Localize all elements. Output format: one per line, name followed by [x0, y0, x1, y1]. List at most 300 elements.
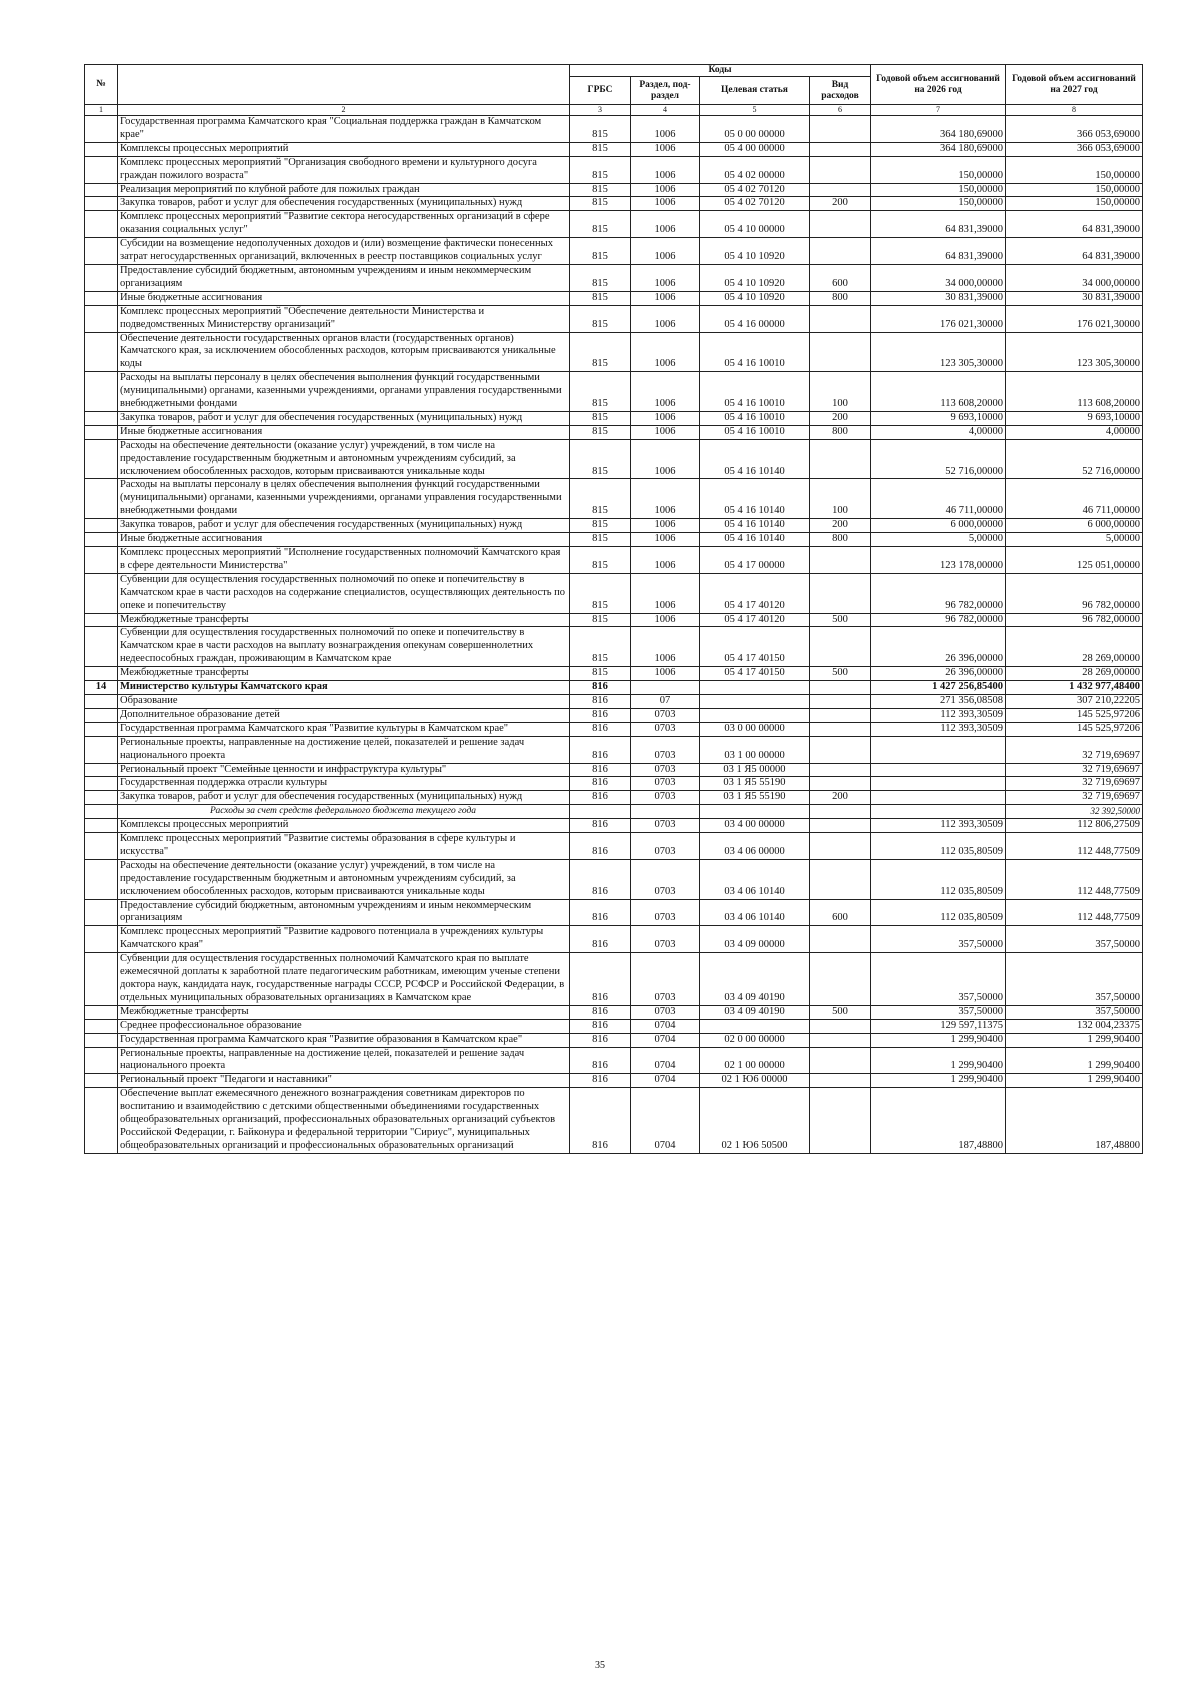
row-number: [85, 777, 118, 791]
row-amount-2026: 364 180,69000: [871, 142, 1006, 156]
row-amount-2027: 6 000,00000: [1006, 519, 1143, 533]
row-grbs-code: 815: [570, 238, 631, 265]
row-name: Министерство культуры Камчатского края: [118, 681, 570, 695]
row-number: [85, 926, 118, 953]
row-number: 14: [85, 681, 118, 695]
row-grbs-code: 815: [570, 183, 631, 197]
row-grbs-code: 816: [570, 833, 631, 860]
table-row: [85, 305, 1143, 332]
row-target-code: [700, 681, 810, 695]
row-grbs-code: [570, 805, 631, 819]
table-row: [85, 156, 1143, 183]
table-row: [85, 722, 1143, 736]
row-expense-type: [810, 1047, 871, 1074]
table-row: [85, 332, 1143, 372]
row-name: Региональные проекты, направленные на достижение целей, показателей и решение задач национального проекта: [118, 1047, 570, 1074]
row-expense-type: [810, 736, 871, 763]
row-amount-2027: 307 210,22205: [1006, 694, 1143, 708]
row-grbs-code: 816: [570, 1033, 631, 1047]
row-amount-2026: 112 035,80509: [871, 859, 1006, 899]
row-amount-2027: 125 051,00000: [1006, 547, 1143, 574]
row-target-code: 05 4 10 10920: [700, 264, 810, 291]
row-grbs-code: 816: [570, 819, 631, 833]
row-target-code: 02 1 Ю6 50500: [700, 1088, 810, 1154]
row-amount-2026: 5,00000: [871, 533, 1006, 547]
row-name: Региональный проект "Педагоги и наставники": [118, 1074, 570, 1088]
row-amount-2026: [871, 791, 1006, 805]
row-expense-type: 600: [810, 264, 871, 291]
row-target-code: 05 4 16 10010: [700, 425, 810, 439]
row-amount-2026: 96 782,00000: [871, 573, 1006, 613]
row-grbs-code: 815: [570, 372, 631, 412]
row-expense-type: [810, 805, 871, 819]
row-grbs-code: 816: [570, 722, 631, 736]
row-section-code: 1006: [631, 439, 700, 479]
row-target-code: 05 4 16 10010: [700, 372, 810, 412]
row-name: Закупка товаров, работ и услуг для обеспечения государственных (муниципальных) нужд: [118, 791, 570, 805]
row-expense-type: 800: [810, 533, 871, 547]
row-grbs-code: 816: [570, 926, 631, 953]
row-section-code: 1006: [631, 479, 700, 519]
row-target-code: 03 1 Я5 55190: [700, 791, 810, 805]
row-section-code: 1006: [631, 667, 700, 681]
row-grbs-code: 816: [570, 953, 631, 1006]
row-number: [85, 197, 118, 211]
table-row: [85, 694, 1143, 708]
row-expense-type: [810, 833, 871, 860]
row-target-code: 05 4 17 40150: [700, 667, 810, 681]
row-number: [85, 627, 118, 667]
col-section-header: Раздел, под-раздел: [631, 77, 700, 105]
row-number: [85, 519, 118, 533]
row-grbs-code: 815: [570, 573, 631, 613]
row-amount-2027: 46 711,00000: [1006, 479, 1143, 519]
row-section-code: 1006: [631, 372, 700, 412]
row-grbs-code: 816: [570, 1088, 631, 1154]
row-expense-type: [810, 763, 871, 777]
column-number: 8: [1006, 105, 1143, 116]
table-row: [85, 819, 1143, 833]
row-expense-type: 500: [810, 1005, 871, 1019]
row-amount-2026: 6 000,00000: [871, 519, 1006, 533]
row-target-code: [700, 694, 810, 708]
row-section-code: 1006: [631, 116, 700, 143]
row-amount-2026: 1 299,90400: [871, 1047, 1006, 1074]
row-amount-2026: 112 393,30509: [871, 722, 1006, 736]
table-row: [85, 291, 1143, 305]
row-name: Государственная программа Камчатского края "Социальная поддержка граждан в Камчатском крае": [118, 116, 570, 143]
row-expense-type: [810, 1033, 871, 1047]
row-name: Дополнительное образование детей: [118, 708, 570, 722]
row-amount-2026: 96 782,00000: [871, 613, 1006, 627]
table-row: [85, 547, 1143, 574]
row-name: Комплекс процессных мероприятий "Развитие системы образования в сфере культуры и искусства": [118, 833, 570, 860]
row-section-code: 0703: [631, 722, 700, 736]
row-number: [85, 763, 118, 777]
row-amount-2027: 187,48800: [1006, 1088, 1143, 1154]
row-target-code: 05 4 17 00000: [700, 547, 810, 574]
row-number: [85, 479, 118, 519]
col-2026-header: Годовой объем ассигнований на 2026 год: [871, 65, 1006, 105]
column-number: 4: [631, 105, 700, 116]
row-name: Региональный проект "Семейные ценности и инфраструктура культуры": [118, 763, 570, 777]
row-section-code: 0703: [631, 1005, 700, 1019]
row-target-code: [700, 708, 810, 722]
row-amount-2026: 113 608,20000: [871, 372, 1006, 412]
row-number: [85, 439, 118, 479]
table-row: [85, 197, 1143, 211]
row-number: [85, 305, 118, 332]
row-amount-2026: 1 427 256,85400: [871, 681, 1006, 695]
row-number: [85, 573, 118, 613]
row-grbs-code: 816: [570, 1005, 631, 1019]
row-amount-2026: 9 693,10000: [871, 411, 1006, 425]
row-amount-2026: 129 597,11375: [871, 1019, 1006, 1033]
row-number: [85, 833, 118, 860]
row-name: Комплексы процессных мероприятий: [118, 142, 570, 156]
row-amount-2027: 112 448,77509: [1006, 833, 1143, 860]
table-row: [85, 791, 1143, 805]
row-section-code: 0703: [631, 926, 700, 953]
row-grbs-code: 816: [570, 791, 631, 805]
row-expense-type: [810, 722, 871, 736]
budget-table: [84, 64, 1143, 1154]
row-amount-2027: 5,00000: [1006, 533, 1143, 547]
row-grbs-code: 815: [570, 305, 631, 332]
row-amount-2026: 1 299,90400: [871, 1074, 1006, 1088]
row-expense-type: [810, 305, 871, 332]
row-expense-type: 500: [810, 613, 871, 627]
row-amount-2027: 32 719,69697: [1006, 736, 1143, 763]
table-row: [85, 667, 1143, 681]
table-row: [85, 833, 1143, 860]
row-amount-2026: 64 831,39000: [871, 238, 1006, 265]
row-expense-type: 100: [810, 372, 871, 412]
row-name: Региональные проекты, направленные на достижение целей, показателей и решение задач национального проекта: [118, 736, 570, 763]
row-grbs-code: 815: [570, 116, 631, 143]
table-row: [85, 519, 1143, 533]
row-section-code: 1006: [631, 519, 700, 533]
row-amount-2027: 30 831,39000: [1006, 291, 1143, 305]
row-number: [85, 116, 118, 143]
row-target-code: 03 4 09 00000: [700, 926, 810, 953]
row-number: [85, 142, 118, 156]
row-grbs-code: 815: [570, 142, 631, 156]
row-target-code: 05 4 00 00000: [700, 142, 810, 156]
row-expense-type: [810, 819, 871, 833]
row-amount-2027: 64 831,39000: [1006, 211, 1143, 238]
row-amount-2026: 150,00000: [871, 156, 1006, 183]
row-target-code: 05 4 17 40150: [700, 627, 810, 667]
row-amount-2026: 112 393,30509: [871, 708, 1006, 722]
row-name: Образование: [118, 694, 570, 708]
row-amount-2026: 123 305,30000: [871, 332, 1006, 372]
row-name: Расходы на выплаты персоналу в целях обеспечения выполнения функций государственными (муниципальными) органами, казенными учреждениями, органами управления государственными внебюджетными фондами: [118, 479, 570, 519]
row-target-code: 05 0 00 00000: [700, 116, 810, 143]
row-amount-2026: 52 716,00000: [871, 439, 1006, 479]
row-name: Обеспечение выплат ежемесячного денежного вознаграждения советникам директоров по воспитанию и взаимодействию с детскими общественными объединениями государственных общеобразовательных организаций, профессиональных образовательных организаций субъектов Российской Федерации, г. Байконура и федеральной территории "Сириус", муниципальных общеобразовательных организаций и профессиональных образовательных организаций: [118, 1088, 570, 1154]
row-expense-type: 800: [810, 425, 871, 439]
row-name: Расходы на обеспечение деятельности (оказание услуг) учреждений, в том числе на предоставление государственным бюджетным и автономным учреждениям субсидий, за исключением обособленных расходов, которым присваиваются уникальные коды: [118, 859, 570, 899]
row-amount-2026: 64 831,39000: [871, 211, 1006, 238]
row-expense-type: 500: [810, 667, 871, 681]
row-target-code: 05 4 10 10920: [700, 291, 810, 305]
row-name: Государственная поддержка отрасли культуры: [118, 777, 570, 791]
row-target-code: 05 4 02 70120: [700, 197, 810, 211]
row-target-code: 03 4 00 00000: [700, 819, 810, 833]
row-section-code: 0703: [631, 763, 700, 777]
row-name: Субвенции для осуществления государственных полномочий по опеке и попечительству в Камчатском крае в части расходов на выплату вознаграждения опекунам совершеннолетних недееспособных граждан, проживающим в Камчатском крае: [118, 627, 570, 667]
col-expense-type-header: Вид расходов: [810, 77, 871, 105]
page-number: 35: [595, 1660, 605, 1671]
row-amount-2027: 9 693,10000: [1006, 411, 1143, 425]
row-number: [85, 372, 118, 412]
row-name: Субвенции для осуществления государственных полномочий Камчатского края по выплате ежемесячной доплаты к заработной плате педагогическим работникам, имеющим ученые степени доктора наук, кандидата наук, государственные награды СССР, РСФСР и Российской Федерации, в отдельных муниципальных образовательных организациях в Камчатском крае: [118, 953, 570, 1006]
row-amount-2026: 46 711,00000: [871, 479, 1006, 519]
row-amount-2026: 357,50000: [871, 1005, 1006, 1019]
row-amount-2027: 32 719,69697: [1006, 777, 1143, 791]
column-number-row: [85, 105, 1143, 116]
column-number: 3: [570, 105, 631, 116]
row-section-code: 0703: [631, 777, 700, 791]
row-grbs-code: 815: [570, 479, 631, 519]
row-number: [85, 613, 118, 627]
row-amount-2027: 1 432 977,48400: [1006, 681, 1143, 695]
row-name: Закупка товаров, работ и услуг для обеспечения государственных (муниципальных) нужд: [118, 519, 570, 533]
row-name: Иные бюджетные ассигнования: [118, 291, 570, 305]
row-number: [85, 667, 118, 681]
row-amount-2026: [871, 736, 1006, 763]
row-amount-2027: 64 831,39000: [1006, 238, 1143, 265]
table-row: [85, 899, 1143, 926]
row-section-code: 0704: [631, 1074, 700, 1088]
col-target-header: Целевая статья: [700, 77, 810, 105]
row-amount-2027: 34 000,00000: [1006, 264, 1143, 291]
row-expense-type: [810, 627, 871, 667]
row-amount-2026: 357,50000: [871, 926, 1006, 953]
row-grbs-code: 815: [570, 627, 631, 667]
row-number: [85, 425, 118, 439]
row-amount-2027: 357,50000: [1006, 926, 1143, 953]
row-target-code: 03 0 00 00000: [700, 722, 810, 736]
row-section-code: 1006: [631, 411, 700, 425]
row-target-code: 03 4 06 10140: [700, 859, 810, 899]
row-amount-2026: 112 035,80509: [871, 833, 1006, 860]
table-row: [85, 926, 1143, 953]
row-section-code: 1006: [631, 142, 700, 156]
row-grbs-code: 816: [570, 681, 631, 695]
row-expense-type: [810, 859, 871, 899]
row-target-code: 05 4 02 70120: [700, 183, 810, 197]
row-amount-2027: 112 448,77509: [1006, 899, 1143, 926]
row-amount-2026: 112 035,80509: [871, 899, 1006, 926]
col-no-header: №: [85, 65, 118, 105]
row-expense-type: [810, 1074, 871, 1088]
table-row: [85, 1005, 1143, 1019]
table-row: [85, 238, 1143, 265]
row-expense-type: [810, 681, 871, 695]
row-amount-2027: 96 782,00000: [1006, 573, 1143, 613]
row-expense-type: 100: [810, 479, 871, 519]
row-expense-type: [810, 116, 871, 143]
row-number: [85, 183, 118, 197]
row-name: Государственная программа Камчатского края "Развитие образования в Камчатском крае": [118, 1033, 570, 1047]
col-2027-header: Годовой объем ассигнований на 2027 год: [1006, 65, 1143, 105]
row-expense-type: [810, 332, 871, 372]
row-grbs-code: 815: [570, 533, 631, 547]
row-expense-type: [810, 694, 871, 708]
row-expense-type: [810, 439, 871, 479]
table-row: [85, 533, 1143, 547]
row-number: [85, 736, 118, 763]
row-number: [85, 291, 118, 305]
row-section-code: [631, 681, 700, 695]
row-expense-type: [810, 238, 871, 265]
row-name: Предоставление субсидий бюджетным, автономным учреждениям и иным некоммерческим организациям: [118, 899, 570, 926]
table-row: [85, 627, 1143, 667]
row-section-code: [631, 805, 700, 819]
column-number: 6: [810, 105, 871, 116]
row-section-code: 1006: [631, 425, 700, 439]
row-amount-2026: 187,48800: [871, 1088, 1006, 1154]
row-section-code: 1006: [631, 211, 700, 238]
row-expense-type: [810, 183, 871, 197]
row-amount-2027: 132 004,23375: [1006, 1019, 1143, 1033]
table-row: [85, 116, 1143, 143]
row-name: Государственная программа Камчатского края "Развитие культуры в Камчатском крае": [118, 722, 570, 736]
table-row: [85, 573, 1143, 613]
row-amount-2027: 1 299,90400: [1006, 1047, 1143, 1074]
row-grbs-code: 815: [570, 425, 631, 439]
row-expense-type: 200: [810, 411, 871, 425]
row-grbs-code: 815: [570, 519, 631, 533]
table-row: [85, 411, 1143, 425]
row-number: [85, 694, 118, 708]
row-name: Комплекс процессных мероприятий "Исполнение государственных полномочий Камчатского края в сфере деятельности Министерства": [118, 547, 570, 574]
table-row: [85, 763, 1143, 777]
row-grbs-code: 815: [570, 613, 631, 627]
table-row: [85, 613, 1143, 627]
row-target-code: 03 1 Я5 00000: [700, 763, 810, 777]
row-target-code: 05 4 02 00000: [700, 156, 810, 183]
row-section-code: 0704: [631, 1033, 700, 1047]
row-grbs-code: 816: [570, 736, 631, 763]
row-target-code: 05 4 16 10010: [700, 411, 810, 425]
row-expense-type: [810, 953, 871, 1006]
codes-header: Коды: [570, 65, 871, 77]
row-number: [85, 264, 118, 291]
col-grbs-header: ГРБС: [570, 77, 631, 105]
table-row: [85, 142, 1143, 156]
row-target-code: 03 4 09 40190: [700, 1005, 810, 1019]
row-amount-2027: 28 269,00000: [1006, 667, 1143, 681]
row-section-code: 1006: [631, 197, 700, 211]
row-number: [85, 547, 118, 574]
row-target-code: 03 1 00 00000: [700, 736, 810, 763]
column-number: 5: [700, 105, 810, 116]
row-grbs-code: 816: [570, 777, 631, 791]
row-amount-2027: 1 299,90400: [1006, 1033, 1143, 1047]
row-target-code: 05 4 17 40120: [700, 613, 810, 627]
row-expense-type: [810, 156, 871, 183]
row-amount-2027: 4,00000: [1006, 425, 1143, 439]
row-section-code: 1006: [631, 291, 700, 305]
row-amount-2027: 1 299,90400: [1006, 1074, 1143, 1088]
row-expense-type: 200: [810, 197, 871, 211]
row-expense-type: [810, 926, 871, 953]
row-number: [85, 859, 118, 899]
row-expense-type: [810, 777, 871, 791]
row-name: Закупка товаров, работ и услуг для обеспечения государственных (муниципальных) нужд: [118, 197, 570, 211]
row-grbs-code: 815: [570, 332, 631, 372]
row-target-code: 02 1 00 00000: [700, 1047, 810, 1074]
row-name: Межбюджетные трансферты: [118, 613, 570, 627]
table-row: [85, 372, 1143, 412]
row-target-code: 03 4 09 40190: [700, 953, 810, 1006]
row-number: [85, 1019, 118, 1033]
row-section-code: 07: [631, 694, 700, 708]
row-target-code: 05 4 17 40120: [700, 573, 810, 613]
row-grbs-code: 815: [570, 156, 631, 183]
row-target-code: 02 0 00 00000: [700, 1033, 810, 1047]
row-number: [85, 899, 118, 926]
row-amount-2027: 150,00000: [1006, 183, 1143, 197]
row-amount-2027: 150,00000: [1006, 156, 1143, 183]
row-name: Комплекс процессных мероприятий "Обеспечение деятельности Министерства и подведомственных Министерству организаций": [118, 305, 570, 332]
row-amount-2026: [871, 763, 1006, 777]
table-row: [85, 183, 1143, 197]
table-row: [85, 1088, 1143, 1154]
row-number: [85, 1033, 118, 1047]
row-amount-2026: 271 356,08508: [871, 694, 1006, 708]
row-section-code: 0703: [631, 791, 700, 805]
row-amount-2027: 366 053,69000: [1006, 116, 1143, 143]
row-target-code: [700, 805, 810, 819]
row-expense-type: [810, 211, 871, 238]
row-amount-2027: 113 608,20000: [1006, 372, 1143, 412]
row-amount-2027: 176 021,30000: [1006, 305, 1143, 332]
row-number: [85, 1005, 118, 1019]
row-amount-2027: 357,50000: [1006, 1005, 1143, 1019]
row-target-code: 05 4 10 00000: [700, 211, 810, 238]
row-amount-2026: 34 000,00000: [871, 264, 1006, 291]
row-section-code: 1006: [631, 547, 700, 574]
row-number: [85, 722, 118, 736]
row-amount-2026: 123 178,00000: [871, 547, 1006, 574]
row-grbs-code: 816: [570, 708, 631, 722]
row-amount-2026: 4,00000: [871, 425, 1006, 439]
row-target-code: 03 4 06 00000: [700, 833, 810, 860]
table-row: [85, 479, 1143, 519]
row-name: Расходы за счет средств федерального бюджета текущего года: [118, 805, 570, 819]
row-grbs-code: 815: [570, 411, 631, 425]
row-grbs-code: 815: [570, 197, 631, 211]
row-amount-2026: 30 831,39000: [871, 291, 1006, 305]
row-grbs-code: 816: [570, 1074, 631, 1088]
row-number: [85, 819, 118, 833]
row-amount-2026: 1 299,90400: [871, 1033, 1006, 1047]
row-name: Субсидии на возмещение недополученных доходов и (или) возмещение фактически понесенных затрат негосударственных организаций, включенных в реестр поставщиков социальных услуг: [118, 238, 570, 265]
row-name: Комплекс процессных мероприятий "Организация свободного времени и культурного досуга граждан пожилого возраста": [118, 156, 570, 183]
row-amount-2027: 357,50000: [1006, 953, 1143, 1006]
col-name-header: [118, 65, 570, 105]
table-row: [85, 1033, 1143, 1047]
row-number: [85, 533, 118, 547]
row-section-code: 1006: [631, 238, 700, 265]
row-amount-2027: 32 719,69697: [1006, 763, 1143, 777]
row-number: [85, 1074, 118, 1088]
row-number: [85, 238, 118, 265]
